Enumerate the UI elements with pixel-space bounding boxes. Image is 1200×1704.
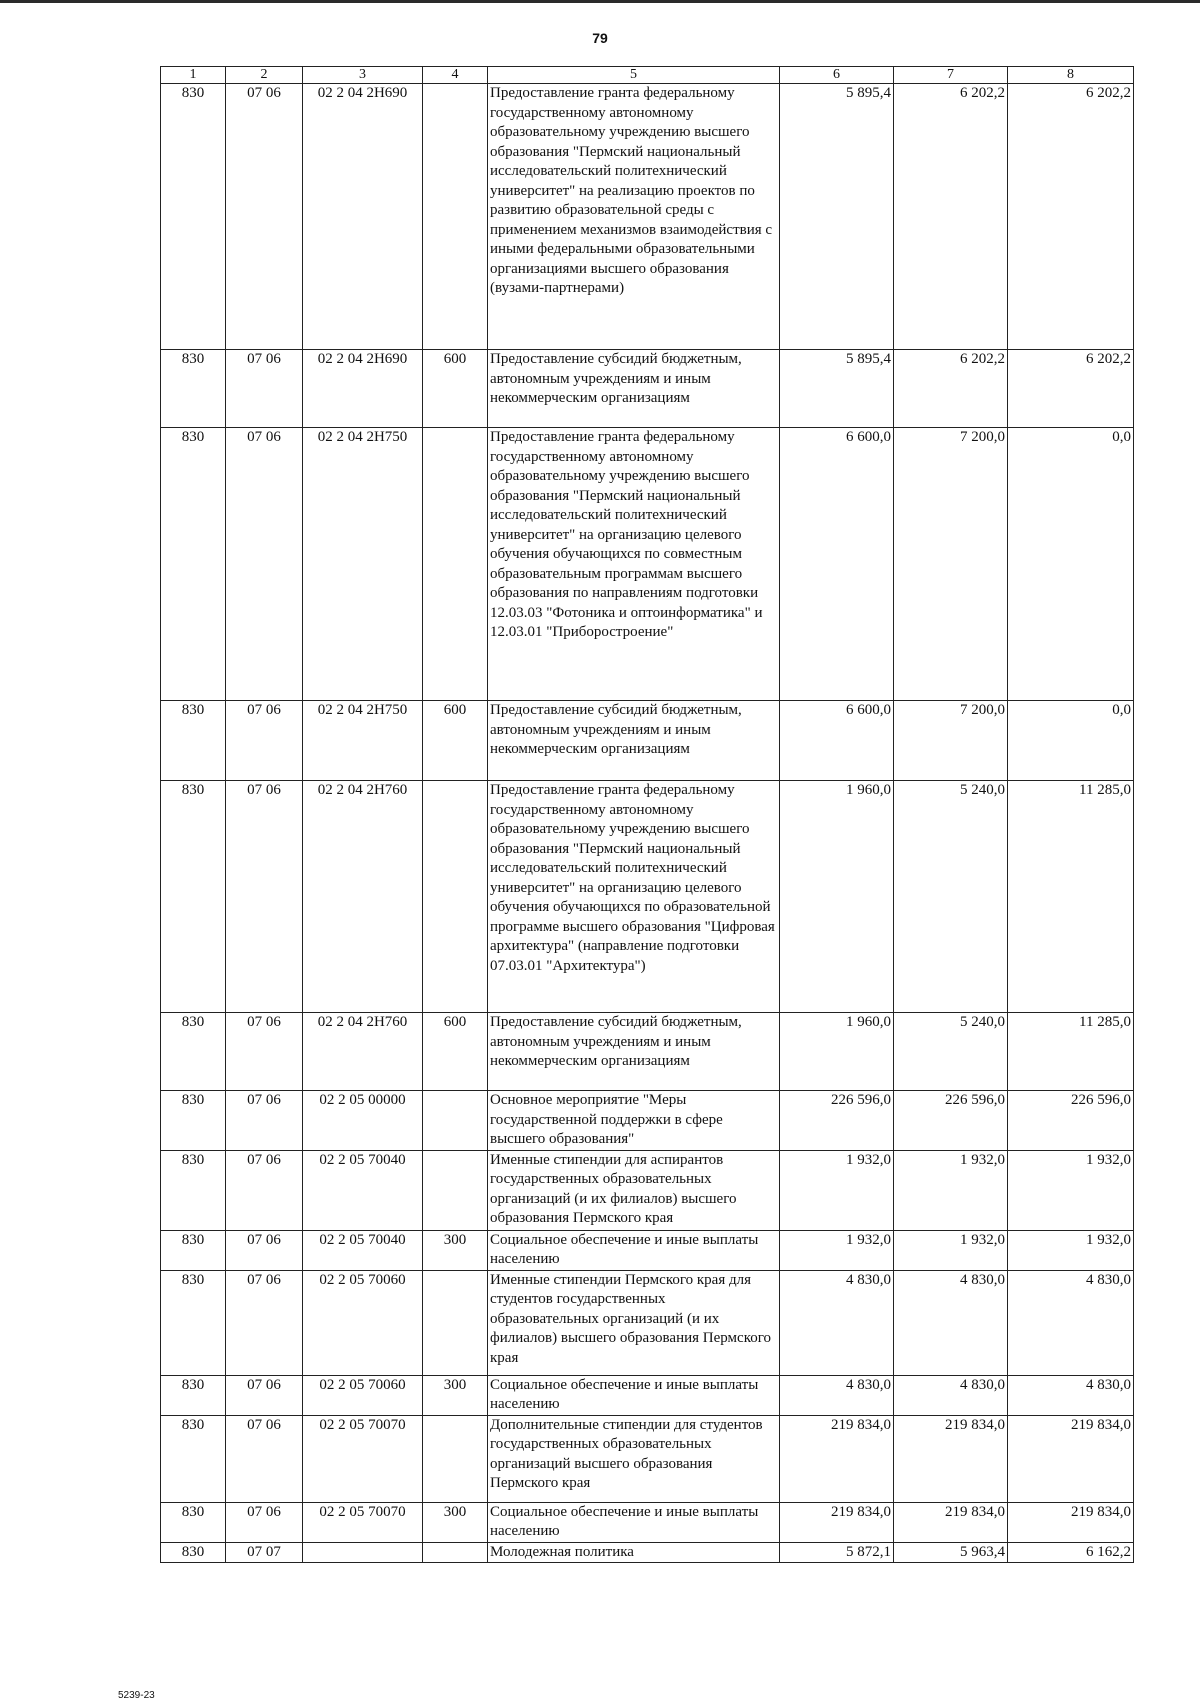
cell-amount-year3: 0,0 <box>1008 701 1134 781</box>
cell-amount-year2: 226 596,0 <box>894 1091 1008 1151</box>
table-row <box>161 1415 1134 1502</box>
cell-section-code: 07 06 <box>226 1270 303 1375</box>
cell-target-code: 02 2 04 2Н750 <box>303 701 423 781</box>
cell-target-code: 02 2 04 2Н690 <box>303 84 423 350</box>
cell-expense-type: 600 <box>423 350 488 428</box>
budget-table <box>160 66 1134 1563</box>
cell-expense-type <box>423 781 488 1013</box>
cell-section-code: 07 06 <box>226 1375 303 1415</box>
cell-section-code: 07 06 <box>226 701 303 781</box>
cell-amount-year2: 5 963,4 <box>894 1542 1008 1563</box>
cell-amount-year1: 5 895,4 <box>780 84 894 350</box>
cell-admin-code: 830 <box>161 1502 226 1542</box>
cell-amount-year1: 5 872,1 <box>780 1542 894 1563</box>
cell-description: Предоставление гранта федеральному государственному автономному образовательному учреждению высшего образования "Пермский национальный исследовательский политехнический университет" на организацию целевого обучения обучающихся по совместным образовательным программам высшего образования по направлениям подготовки 12.03.03 "Фотоника и оптоинформатика" и 12.03.01 "Приборостроение" <box>488 428 780 701</box>
cell-section-code: 07 06 <box>226 1502 303 1542</box>
cell-amount-year3: 11 285,0 <box>1008 1013 1134 1091</box>
table-row <box>161 1270 1134 1375</box>
cell-amount-year2: 5 240,0 <box>894 781 1008 1013</box>
table-body <box>161 84 1134 1563</box>
cell-amount-year1: 219 834,0 <box>780 1415 894 1502</box>
cell-expense-type <box>423 84 488 350</box>
cell-amount-year2: 1 932,0 <box>894 1150 1008 1230</box>
cell-admin-code: 830 <box>161 1270 226 1375</box>
cell-amount-year2: 4 830,0 <box>894 1270 1008 1375</box>
cell-admin-code: 830 <box>161 1091 226 1151</box>
column-header: 2 <box>226 67 303 84</box>
header-row <box>161 67 1134 84</box>
page-number: 79 <box>592 30 608 46</box>
table-row <box>161 1150 1134 1230</box>
cell-expense-type <box>423 1270 488 1375</box>
cell-amount-year1: 219 834,0 <box>780 1502 894 1542</box>
cell-expense-type: 600 <box>423 701 488 781</box>
table-row <box>161 1375 1134 1415</box>
cell-expense-type <box>423 1415 488 1502</box>
cell-admin-code: 830 <box>161 1230 226 1270</box>
column-header: 3 <box>303 67 423 84</box>
cell-amount-year3: 6 202,2 <box>1008 350 1134 428</box>
cell-target-code: 02 2 05 70040 <box>303 1150 423 1230</box>
table-row <box>161 1091 1134 1151</box>
cell-description: Предоставление гранта федеральному государственному автономному образовательному учреждению высшего образования "Пермский национальный исследовательский политехнический университет" на реализацию проектов по развитию образовательной среды с применением механизмов взаимодействия с иными федеральными образовательными организациями высшего образования (вузами-партнерами) <box>488 84 780 350</box>
cell-description: Предоставление гранта федеральному государственному автономному образовательному учреждению высшего образования "Пермский национальный исследовательский политехнический университет" на организацию целевого обучения обучающихся по образовательной программе высшего образования "Цифровая архитектура" (направление подготовки 07.03.01 "Архитектура") <box>488 781 780 1013</box>
cell-expense-type <box>423 1542 488 1563</box>
cell-amount-year1: 6 600,0 <box>780 701 894 781</box>
cell-expense-type: 300 <box>423 1502 488 1542</box>
cell-amount-year3: 219 834,0 <box>1008 1502 1134 1542</box>
cell-expense-type: 300 <box>423 1375 488 1415</box>
cell-amount-year3: 0,0 <box>1008 428 1134 701</box>
column-header: 5 <box>488 67 780 84</box>
cell-target-code: 02 2 04 2Н760 <box>303 781 423 1013</box>
cell-description: Молодежная политика <box>488 1542 780 1563</box>
table-row <box>161 1542 1134 1563</box>
cell-amount-year3: 4 830,0 <box>1008 1375 1134 1415</box>
cell-amount-year1: 1 960,0 <box>780 1013 894 1091</box>
cell-amount-year1: 1 932,0 <box>780 1150 894 1230</box>
cell-section-code: 07 06 <box>226 1091 303 1151</box>
cell-amount-year1: 4 830,0 <box>780 1270 894 1375</box>
cell-section-code: 07 06 <box>226 350 303 428</box>
cell-amount-year3: 6 202,2 <box>1008 84 1134 350</box>
cell-expense-type <box>423 1091 488 1151</box>
document-code: 5239-23 <box>118 1690 155 1701</box>
cell-amount-year3: 1 932,0 <box>1008 1150 1134 1230</box>
cell-section-code: 07 06 <box>226 1415 303 1502</box>
column-header: 6 <box>780 67 894 84</box>
table-row <box>161 781 1134 1013</box>
cell-section-code: 07 06 <box>226 1230 303 1270</box>
table-row <box>161 428 1134 701</box>
cell-amount-year1: 1 932,0 <box>780 1230 894 1270</box>
cell-target-code: 02 2 04 2Н760 <box>303 1013 423 1091</box>
cell-amount-year3: 4 830,0 <box>1008 1270 1134 1375</box>
cell-admin-code: 830 <box>161 1415 226 1502</box>
cell-section-code: 07 06 <box>226 781 303 1013</box>
cell-amount-year2: 5 240,0 <box>894 1013 1008 1091</box>
cell-target-code <box>303 1542 423 1563</box>
cell-amount-year3: 226 596,0 <box>1008 1091 1134 1151</box>
cell-target-code: 02 2 05 70060 <box>303 1270 423 1375</box>
cell-amount-year1: 5 895,4 <box>780 350 894 428</box>
cell-amount-year2: 219 834,0 <box>894 1415 1008 1502</box>
cell-expense-type: 300 <box>423 1230 488 1270</box>
cell-description: Социальное обеспечение и иные выплаты населению <box>488 1230 780 1270</box>
cell-amount-year3: 219 834,0 <box>1008 1415 1134 1502</box>
cell-amount-year2: 7 200,0 <box>894 701 1008 781</box>
column-header: 4 <box>423 67 488 84</box>
cell-admin-code: 830 <box>161 1375 226 1415</box>
column-header: 7 <box>894 67 1008 84</box>
cell-amount-year3: 1 932,0 <box>1008 1230 1134 1270</box>
cell-admin-code: 830 <box>161 781 226 1013</box>
cell-amount-year2: 4 830,0 <box>894 1375 1008 1415</box>
cell-admin-code: 830 <box>161 1542 226 1563</box>
cell-target-code: 02 2 04 2Н690 <box>303 350 423 428</box>
cell-admin-code: 830 <box>161 1013 226 1091</box>
cell-admin-code: 830 <box>161 350 226 428</box>
cell-section-code: 07 06 <box>226 428 303 701</box>
table-row <box>161 1230 1134 1270</box>
cell-description: Предоставление субсидий бюджетным, автономным учреждениям и иным некоммерческим организациям <box>488 350 780 428</box>
cell-amount-year1: 4 830,0 <box>780 1375 894 1415</box>
cell-admin-code: 830 <box>161 1150 226 1230</box>
cell-expense-type <box>423 428 488 701</box>
column-header: 8 <box>1008 67 1134 84</box>
cell-section-code: 07 06 <box>226 1013 303 1091</box>
cell-admin-code: 830 <box>161 701 226 781</box>
cell-description: Предоставление субсидий бюджетным, автономным учреждениям и иным некоммерческим организациям <box>488 701 780 781</box>
cell-admin-code: 830 <box>161 84 226 350</box>
cell-target-code: 02 2 05 70070 <box>303 1415 423 1502</box>
cell-amount-year2: 7 200,0 <box>894 428 1008 701</box>
cell-admin-code: 830 <box>161 428 226 701</box>
cell-expense-type: 600 <box>423 1013 488 1091</box>
cell-section-code: 07 07 <box>226 1542 303 1563</box>
table-row <box>161 1502 1134 1542</box>
cell-amount-year2: 219 834,0 <box>894 1502 1008 1542</box>
cell-target-code: 02 2 05 70060 <box>303 1375 423 1415</box>
cell-description: Предоставление субсидий бюджетным, автономным учреждениям и иным некоммерческим организациям <box>488 1013 780 1091</box>
cell-target-code: 02 2 05 70040 <box>303 1230 423 1270</box>
cell-amount-year2: 1 932,0 <box>894 1230 1008 1270</box>
cell-description: Именные стипендии для аспирантов государственных образовательных организаций (и их филиалов) высшего образования Пермского края <box>488 1150 780 1230</box>
cell-description: Социальное обеспечение и иные выплаты населению <box>488 1375 780 1415</box>
cell-amount-year1: 1 960,0 <box>780 781 894 1013</box>
table-row <box>161 701 1134 781</box>
cell-section-code: 07 06 <box>226 84 303 350</box>
cell-amount-year1: 6 600,0 <box>780 428 894 701</box>
cell-target-code: 02 2 05 00000 <box>303 1091 423 1151</box>
cell-amount-year2: 6 202,2 <box>894 84 1008 350</box>
cell-amount-year3: 6 162,2 <box>1008 1542 1134 1563</box>
cell-section-code: 07 06 <box>226 1150 303 1230</box>
cell-description: Социальное обеспечение и иные выплаты населению <box>488 1502 780 1542</box>
top-rule <box>0 0 1200 3</box>
table-row <box>161 1013 1134 1091</box>
cell-description: Именные стипендии Пермского края для студентов государственных образовательных организаций (и их филиалов) высшего образования Пермского края <box>488 1270 780 1375</box>
cell-expense-type <box>423 1150 488 1230</box>
cell-description: Дополнительные стипендии для студентов государственных образовательных организаций высшего образования Пермского края <box>488 1415 780 1502</box>
cell-amount-year2: 6 202,2 <box>894 350 1008 428</box>
cell-amount-year3: 11 285,0 <box>1008 781 1134 1013</box>
cell-description: Основное мероприятие "Меры государственной поддержки в сфере высшего образования" <box>488 1091 780 1151</box>
cell-amount-year1: 226 596,0 <box>780 1091 894 1151</box>
cell-target-code: 02 2 04 2Н750 <box>303 428 423 701</box>
table-row <box>161 350 1134 428</box>
cell-target-code: 02 2 05 70070 <box>303 1502 423 1542</box>
table-row <box>161 84 1134 350</box>
column-header: 1 <box>161 67 226 84</box>
